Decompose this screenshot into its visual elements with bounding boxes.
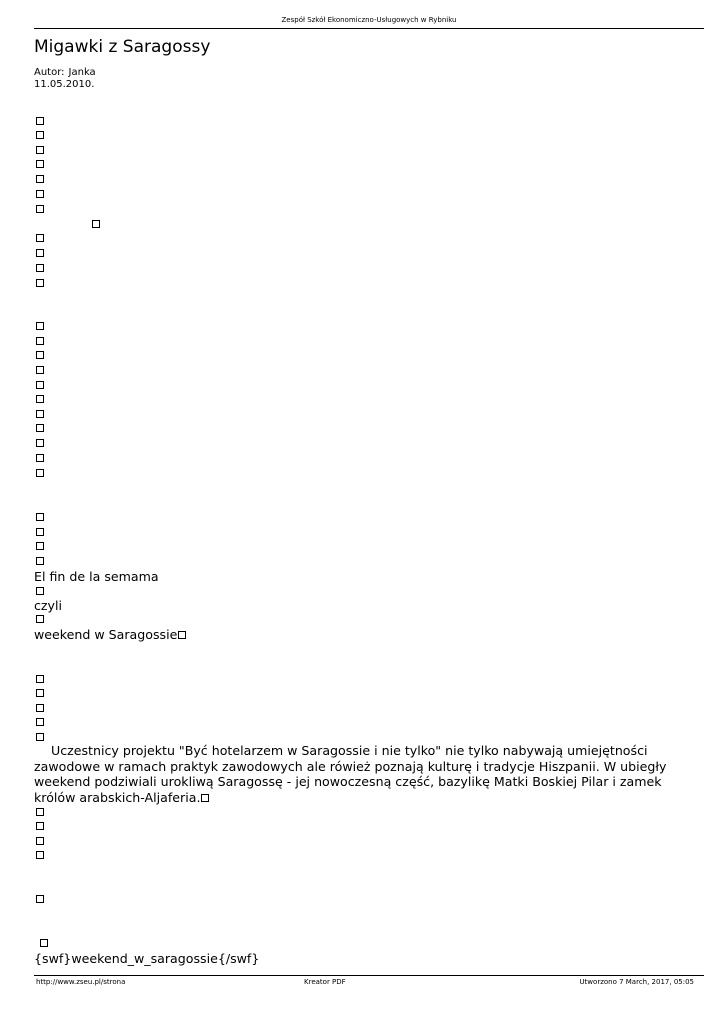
missing-glyph-box — [36, 117, 44, 125]
missing-glyph-box — [36, 675, 44, 683]
missing-glyph-box — [36, 587, 44, 595]
missing-glyph-box — [36, 689, 44, 697]
article-title: Migawki z Saragossy — [34, 37, 211, 57]
missing-glyph-box — [36, 249, 44, 257]
missing-glyph-box — [36, 837, 44, 845]
missing-glyph-box — [36, 439, 44, 447]
missing-glyph-box — [36, 808, 44, 816]
paragraph-line: Uczestnicy projektu "Być hotelarzem w Saragossie i nie tylko" nie tylko nabywają umiejętności — [51, 743, 648, 758]
missing-glyph-box — [36, 160, 44, 168]
swf-embed-tag: {swf}weekend_w_saragossie{/swf} — [34, 951, 260, 966]
missing-glyph-box — [36, 822, 44, 830]
missing-glyph-box — [36, 557, 44, 565]
missing-glyph-box — [178, 631, 186, 639]
heading-line-1: El fin de la semama — [34, 569, 159, 584]
paragraph-line-last-text: królów arabskich-Aljaferia. — [34, 789, 201, 805]
missing-glyph-box — [36, 410, 44, 418]
author-label: Autor: — [34, 67, 65, 78]
missing-glyph-box — [36, 337, 44, 345]
missing-glyph-box — [36, 454, 44, 462]
missing-glyph-box — [36, 264, 44, 272]
footer-created: Utworzono 7 March, 2017, 05:05 — [579, 978, 694, 986]
missing-glyph-box — [36, 615, 44, 623]
missing-glyph-box — [36, 205, 44, 213]
missing-glyph-box — [40, 939, 48, 947]
missing-glyph-box — [36, 131, 44, 139]
missing-glyph-box — [36, 366, 44, 374]
paragraph-line: zawodowe w ramach praktyk zawodowych ale rówież poznają kulturę i tradycje Hiszpanii. W ubiegły — [34, 758, 667, 774]
missing-glyph-box — [36, 718, 44, 726]
missing-glyph-box — [36, 351, 44, 359]
header-divider — [34, 28, 704, 29]
missing-glyph-box — [36, 234, 44, 242]
missing-glyph-box — [36, 322, 44, 330]
missing-glyph-box — [36, 851, 44, 859]
footer-divider — [34, 975, 704, 976]
missing-glyph-box — [36, 175, 44, 183]
paragraph-line-last — [34, 790, 700, 806]
missing-glyph-box — [36, 424, 44, 432]
missing-glyph-box — [36, 381, 44, 389]
missing-glyph-box — [36, 469, 44, 477]
article-date: 11.05.2010. — [34, 79, 95, 90]
article-paragraph — [34, 743, 700, 805]
missing-glyph-box — [36, 895, 44, 903]
paragraph-line: weekend podziwiali urokliwą Saragossę - jej nowoczesną część, bazylikę Matki Boskiej Pilar i zamek — [34, 774, 662, 789]
missing-glyph-box — [36, 528, 44, 536]
missing-glyph-box — [92, 220, 100, 228]
heading-line-3 — [34, 627, 186, 643]
heading-line-3-text: weekend w Saragossie — [34, 627, 178, 642]
footer-generator: Kreator PDF — [304, 978, 346, 986]
missing-glyph-box — [201, 794, 209, 802]
missing-glyph-box — [36, 733, 44, 741]
author-name: Janka — [68, 67, 96, 78]
missing-glyph-box — [36, 395, 44, 403]
page-header-school: Zespół Szkół Ekonomiczno-Usługowych w Rybniku — [281, 16, 457, 24]
missing-glyph-box — [36, 704, 44, 712]
missing-glyph-box — [36, 542, 44, 550]
heading-line-2: czyli — [34, 598, 62, 613]
missing-glyph-box — [36, 513, 44, 521]
footer-url[interactable]: http://www.zseu.pl/strona — [36, 978, 126, 986]
missing-glyph-box — [36, 279, 44, 287]
missing-glyph-box — [36, 146, 44, 154]
article-author-line — [34, 67, 96, 79]
missing-glyph-box — [36, 190, 44, 198]
